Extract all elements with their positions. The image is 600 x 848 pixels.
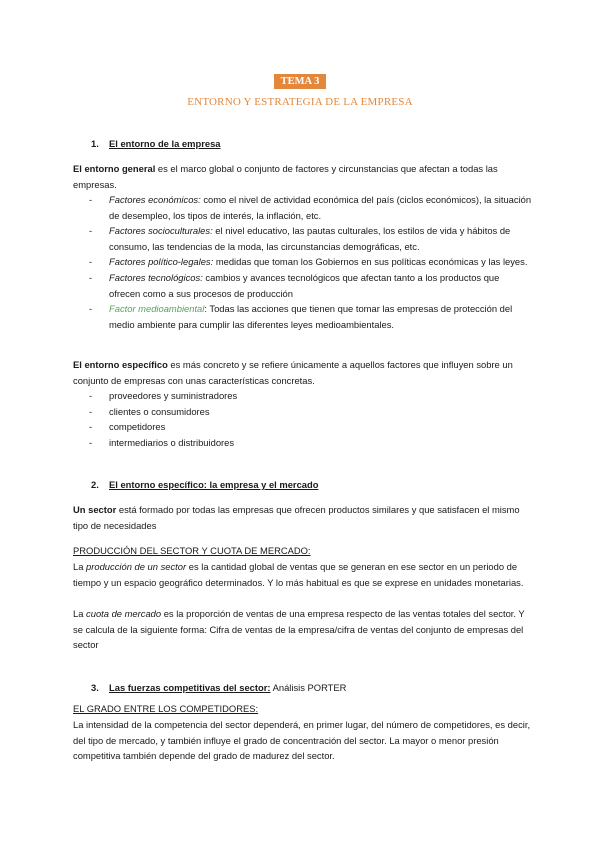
section-1-number: 1. bbox=[91, 138, 99, 149]
factor-desc: como el nivel de actividad económica del país (ciclos económicos), la situación de desempleo, los tipos de interés, la inflación, etc. bbox=[109, 194, 532, 221]
document-title-block bbox=[0, 73, 600, 109]
dash-bullet: - bbox=[89, 225, 93, 237]
entorno-especifico-term: El entorno específico bbox=[73, 359, 168, 370]
section-2-title: El entorno específico: la empresa y el mercado bbox=[109, 479, 319, 490]
dash-bullet: - bbox=[89, 436, 93, 448]
factor-desc: medidas que toman los Gobiernos en sus políticas económicas y las leyes. bbox=[213, 256, 528, 268]
section-2-number: 2. bbox=[91, 479, 99, 490]
dash-bullet: - bbox=[89, 271, 93, 283]
produccion-text: es la cantidad global de ventas que se generan en ese sector en un periodo de tiempo y un espacio geográfico determinados. Y lo más habitual es que se exprese en unidades monetarias. bbox=[73, 561, 524, 588]
document-title: ENTORNO Y ESTRATEGIA DE LA EMPRESA bbox=[187, 96, 413, 108]
entorno-especifico-text: es más concreto y se refiere únicamente a aquellos factores que influyen sobre un conjunto de empresas con unas características concretas. bbox=[73, 359, 513, 386]
dash-bullet: - bbox=[89, 390, 93, 401]
dash-bullet: - bbox=[89, 194, 93, 205]
entorno-general-paragraph bbox=[73, 161, 533, 192]
section-3-heading bbox=[73, 680, 533, 696]
cuota-text: es la proporción de ventas de una empresa respecto de las ventas totales del sector. Y se calcula de la siguiente forma: Cifra de ventas de la empresa/cifra de ventas del conjunto de empresas del sector bbox=[73, 608, 525, 651]
factor-term: Factores tecnológicos: bbox=[109, 271, 203, 283]
competidores-subheading: EL GRADO ENTRE LOS COMPETIDORES: bbox=[73, 703, 259, 714]
list-item bbox=[73, 419, 533, 435]
section-2-heading bbox=[73, 477, 533, 493]
factor-desc: cambios y avances tecnológicos que afectan tanto a los productos que ofrecen como a sus procesos de producción bbox=[109, 271, 500, 299]
competidores-paragraph bbox=[73, 717, 533, 764]
cuota-term: cuota de mercado bbox=[86, 608, 162, 619]
section-3-title: Las fuerzas competitivas del sector: bbox=[109, 682, 271, 693]
text-prefix: La bbox=[73, 561, 87, 572]
factor-term: Factores económicos: bbox=[109, 194, 201, 205]
produccion-paragraph bbox=[73, 559, 533, 590]
dash-bullet: - bbox=[89, 303, 93, 315]
cuota-paragraph bbox=[73, 606, 533, 653]
list-item bbox=[73, 254, 533, 270]
list-item-text: proveedores y suministradores bbox=[109, 390, 238, 401]
dash-bullet: - bbox=[89, 405, 93, 417]
section-3-title-rest: Análisis PORTER bbox=[270, 682, 347, 693]
list-item-text: clientes o consumidores bbox=[109, 405, 210, 417]
factor-term: Factores político-legales: bbox=[109, 256, 214, 268]
entorno-especifico-paragraph bbox=[73, 357, 533, 388]
list-item bbox=[73, 388, 533, 404]
produccion-term: producción de un sector bbox=[86, 561, 187, 572]
factors-list bbox=[73, 192, 533, 332]
tema-label: TEMA 3 bbox=[274, 74, 327, 89]
entorno-general-text: es el marco global o conjunto de factores y circunstancias que afectan a todas las empresas. bbox=[73, 163, 498, 190]
sector-paragraph bbox=[73, 502, 533, 533]
dash-bullet: - bbox=[89, 421, 93, 433]
factor-desc: : Todas las acciones que tienen que tomar las empresas de protección del medio ambiente para cumplir las diferentes leyes medioambientales. bbox=[109, 303, 513, 330]
list-item-text: intermediarios o distribuidores bbox=[109, 436, 235, 448]
factor-desc: el nivel educativo, las pautas culturales, los estilos de vida y hábitos de consumo, las tendencias de la moda, las circunstancias demográficas, etc. bbox=[109, 225, 511, 252]
list-item bbox=[73, 270, 533, 301]
specific-items-list bbox=[73, 388, 533, 450]
section-3-number: 3. bbox=[91, 682, 99, 693]
list-item bbox=[73, 301, 533, 332]
section-1-title: El entorno de la empresa bbox=[109, 138, 221, 149]
entorno-general-term: El entorno general bbox=[73, 163, 156, 174]
sector-term: Un sector bbox=[73, 504, 117, 515]
factor-term: Factores socioculturales: bbox=[109, 225, 213, 237]
section-1-heading bbox=[73, 136, 533, 152]
text-prefix: La bbox=[73, 608, 87, 619]
competidores-text: La intensidad de la competencia del sector dependerá, en primer lugar, del número de competidores, es decir, del tipo de mercado, y también influye el grado de concentración del sector. La mayor o menor presión competitiva también depende del grado de madurez del sector. bbox=[73, 719, 531, 762]
factor-term: Factor medioambiental bbox=[109, 303, 205, 315]
list-item bbox=[73, 404, 533, 420]
sector-text: está formado por todas las empresas que ofrecen productos similares y que satisfacen el mismo tipo de necesidades bbox=[73, 504, 520, 531]
list-item bbox=[73, 192, 533, 223]
dash-bullet: - bbox=[89, 256, 93, 268]
list-item bbox=[73, 435, 533, 451]
list-item bbox=[73, 223, 533, 254]
list-item-text: competidores bbox=[109, 421, 166, 433]
produccion-subheading: PRODUCCIÓN DEL SECTOR Y CUOTA DE MERCADO: bbox=[73, 545, 311, 556]
